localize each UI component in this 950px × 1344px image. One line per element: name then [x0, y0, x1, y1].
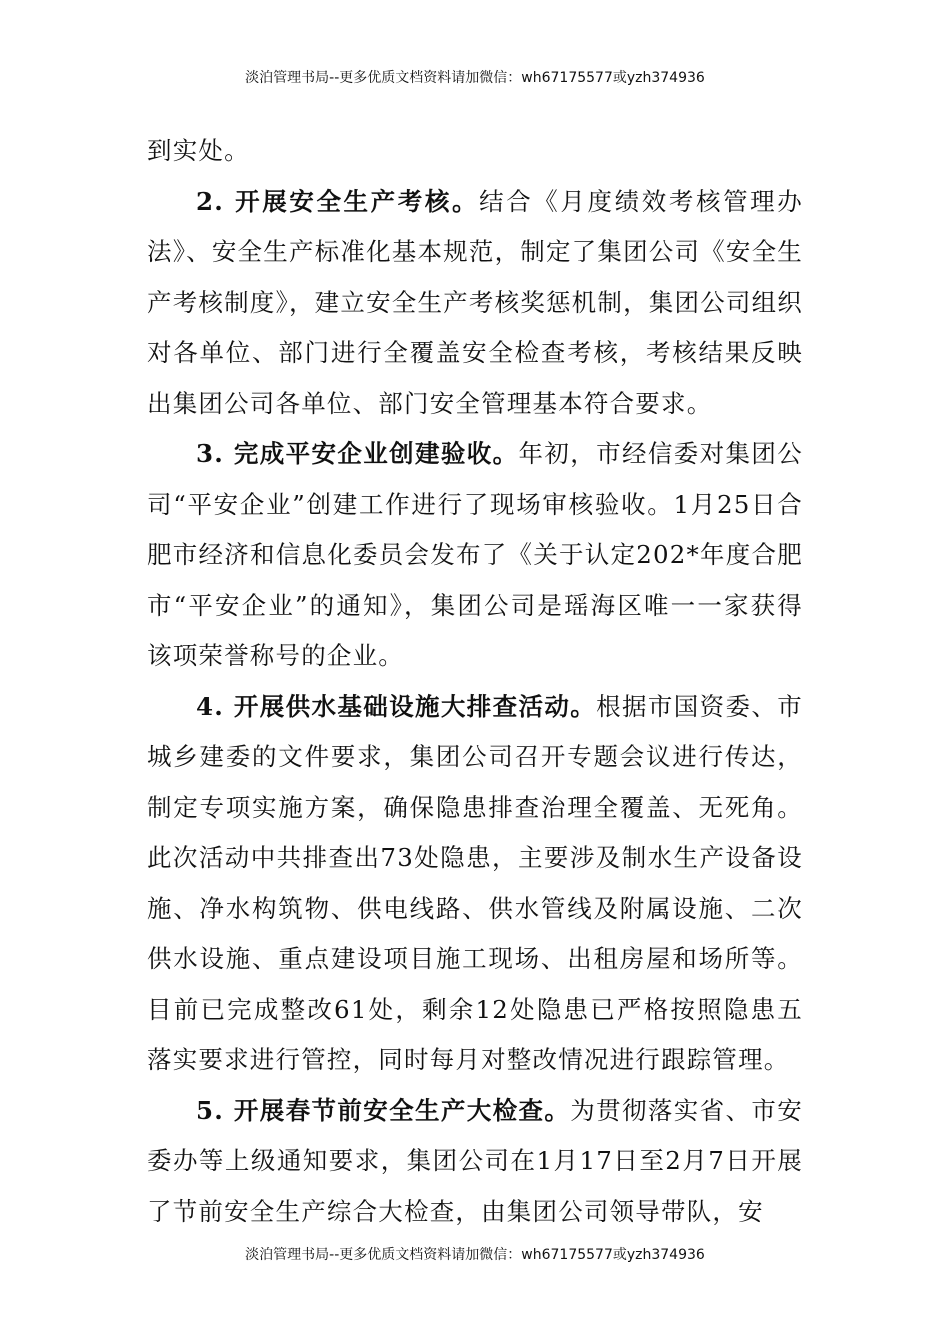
- page-footer-watermark: 淡泊管理书局--更多优质文档资料请加微信：wh67175577或yzh374936: [245, 1247, 705, 1263]
- paragraph-heading: 5. 开展春节前安全生产大检查。: [196, 1095, 571, 1125]
- paragraph-text: 结合《月度绩效考核管理办法》、安全生产标准化基本规范，制定了集团公司《安全生产考核制度》，建立安全生产考核奖惩机制，集团公司组织对各单位、部门进行全覆盖安全检查考核，考核结果反映出集团公司各单位、部门安全管理基本符合要求。: [147, 186, 803, 418]
- paragraph-text: 年初，市经信委对集团公司“平安企业”创建工作进行了现场审核验收。1月25日合肥市经济和信息化委员会发布了《关于认定202*年度合肥市“平安企业”的通知》，集团公司是瑶海区唯一一家获得该项荣誉称号的企业。: [147, 439, 803, 670]
- paragraph-safety-assessment: [147, 177, 803, 430]
- paragraph-heading: 3. 完成平安企业创建验收。: [196, 439, 519, 468]
- paragraph-safe-enterprise: [147, 429, 803, 682]
- paragraph-spring-festival-check: [147, 1086, 803, 1238]
- paragraph-heading: 2. 开展安全生产考核。: [196, 186, 480, 216]
- document-body: [147, 126, 803, 1237]
- paragraph-heading: 4. 开展供水基础设施大排查活动。: [196, 691, 597, 721]
- paragraph-infrastructure-inspection: [147, 682, 803, 1086]
- paragraph-text: 根据市国资委、市城乡建委的文件要求，集团公司召开专题会议进行传达，制定专项实施方案，确保隐患排查治理全覆盖、无死角。此次活动中共排查出73处隐患，主要涉及制水生产设备设施、净水构筑物、供电线路、供水管线及附属设施、二次供水设施、重点建设项目施工现场、出租房屋和场所等。目前已完成整改61处，剩余12处隐患已严格按照隐患五落实要求进行管控，同时每月对整改情况进行跟踪管理。: [147, 691, 803, 1074]
- page-header-watermark: 淡泊管理书局--更多优质文档资料请加微信：wh67175577或yzh374936: [245, 70, 705, 86]
- paragraph-continuation: 到实处。: [147, 136, 250, 165]
- paragraph-text: 为贯彻落实省、市安委办等上级通知要求，集团公司在1月17日至2月7日开展了节前安全生产综合大检查，由集团公司领导带队，安: [147, 1095, 803, 1226]
